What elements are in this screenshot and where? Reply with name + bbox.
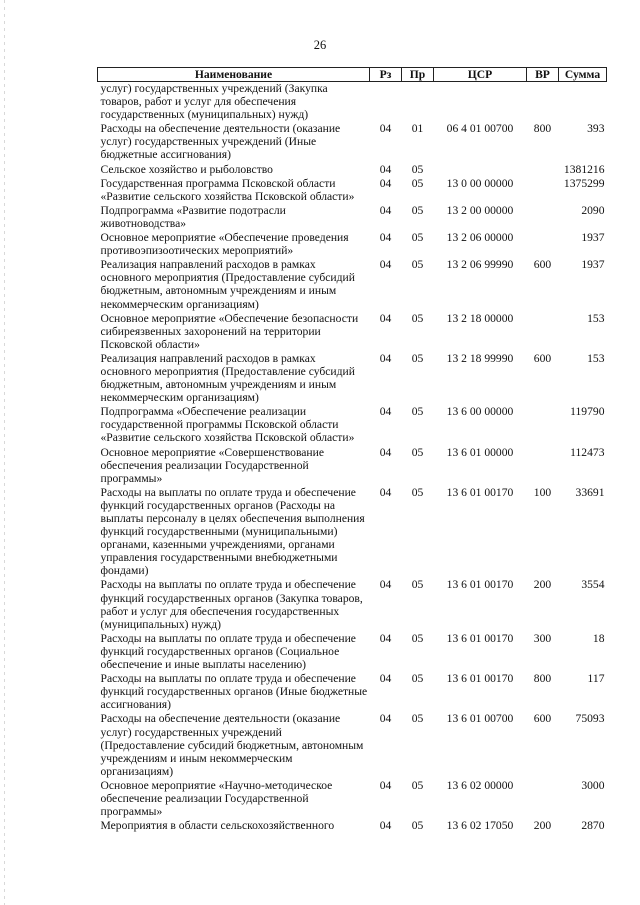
header-pr: Пр [402,68,434,82]
cell-csr: 06 4 01 00700 [446,122,514,136]
cell-pr: 05 [411,445,424,459]
cell-pr: 05 [411,258,424,272]
cell-csr [434,163,527,177]
cell-pr: 05 [411,778,424,792]
header-csr: ЦСР [434,68,527,82]
table-row [98,819,607,833]
table-row [98,352,607,405]
table-header-row [98,68,607,82]
cell-vr [527,405,559,445]
budget-table [97,67,607,833]
cell-rz: 04 [379,351,392,365]
cell-sum [559,82,607,123]
cell-name: Расходы на выплаты по оплате труда и обеспечение функций государственных органов (Иные бюджетные ассигнования) [100,672,368,712]
table-row [98,486,607,579]
cell-rz: 04 [379,258,392,272]
cell-rz: 04 [379,631,392,645]
cell-rz: 04 [379,162,392,176]
cell-vr [527,779,559,819]
cell-name: Реализация направлений расходов в рамках основного мероприятия (Предоставление субсидий бюджетным, автономным учреждениям и иным некоммерческим организациям) [100,351,355,405]
cell-name: услуг) государственных учреждений (Закупка товаров, работ и услуг для обеспечения государственных (муниципальных) нужд) [100,82,328,122]
header-name: Наименование [98,68,370,82]
cell-sum: 2090 [581,203,605,217]
table-row [98,312,607,352]
table-row [98,712,607,778]
cell-sum: 153 [587,311,605,325]
cell-pr: 05 [411,231,424,245]
cell-vr: 800 [533,122,552,136]
cell-csr: 13 0 00 00000 [446,176,514,190]
cell-vr: 100 [533,485,552,499]
table-row [98,258,607,311]
header-rz: Рз [370,68,402,82]
cell-rz: 04 [379,122,392,136]
cell-pr: 05 [411,712,424,726]
cell-name: Расходы на обеспечение деятельности (оказание услуг) государственных учреждений (Предоставление субсидий бюджетным, автономным учреждениям и иным некоммерческим организациям) [100,712,364,778]
cell-sum: 2870 [581,819,605,833]
cell-name: Основное мероприятие «Обеспечение безопасности сибиреязвенных захоронений на территории Псковской области» [100,311,359,351]
cell-pr [402,82,434,123]
table-row [98,231,607,258]
cell-sum: 3000 [581,778,605,792]
cell-rz: 04 [379,231,392,245]
cell-name: Расходы на выплаты по оплате труда и обеспечение функций государственных органов (Расходы на выплаты персоналу в целях обеспечения выполнения функций государственными (муниципальными) органами, казенными учреждениями, органами управления государственными внебюджетными фондами) [100,485,365,578]
cell-rz: 04 [379,311,392,325]
cell-vr: 600 [533,258,552,272]
cell-sum: 1375299 [563,176,605,190]
cell-pr: 05 [411,485,424,499]
table-row [98,578,607,631]
cell-sum: 119790 [570,405,605,419]
table-body [98,82,607,834]
cell-csr: 13 6 01 00700 [446,712,514,726]
cell-csr: 13 6 01 00170 [446,485,514,499]
cell-name: Основное мероприятие «Научно-методическое обеспечение реализации Государственной программы» [100,778,333,819]
cell-rz: 04 [379,819,392,833]
cell-csr: 13 6 02 17050 [446,819,514,833]
cell-csr: 13 2 06 99990 [446,258,514,272]
cell-csr: 13 6 01 00170 [446,578,514,592]
cell-sum: 33691 [575,485,605,499]
cell-csr: 13 6 01 00000 [446,445,514,459]
cell-pr: 05 [411,311,424,325]
cell-sum: 153 [587,351,605,365]
cell-rz: 04 [379,485,392,499]
cell-sum: 393 [587,122,605,136]
cell-vr: 300 [533,631,552,645]
page-number: 26 [313,38,327,52]
cell-vr [527,177,559,204]
cell-vr [527,82,559,123]
cell-vr: 200 [533,819,552,833]
header-sum: Сумма [559,68,607,82]
cell-name: Расходы на выплаты по оплате труда и обеспечение функций государственных органов (Социальное обеспечение и иные выплаты населению) [100,631,356,672]
cell-sum: 112473 [570,445,605,459]
table-row [98,122,607,162]
cell-name: Реализация направлений расходов в рамках основного мероприятия (Предоставление субсидий бюджетным, автономным учреждениям и иным некоммерческим организациям) [100,258,355,311]
cell-pr: 05 [411,672,424,686]
table-row [98,204,607,231]
cell-vr [527,163,559,177]
cell-vr: 200 [533,578,552,592]
cell-csr: 13 6 02 00000 [446,778,514,792]
cell-vr: 600 [533,351,552,365]
cell-rz: 04 [379,176,392,190]
cell-vr [527,231,559,258]
cell-name: Сельское хозяйство и рыболовство [100,162,273,176]
scan-edge-artifact [4,0,5,905]
cell-rz: 04 [379,778,392,792]
cell-sum: 75093 [575,712,605,726]
cell-sum: 3554 [581,578,605,592]
cell-vr: 800 [533,672,552,686]
cell-name: Основное мероприятие «Обеспечение проведения противоэпизоотических мероприятий» [100,231,349,258]
table-row [98,82,607,123]
cell-rz: 04 [379,445,392,459]
cell-name: Подпрограмма «Развитие подотрасли животноводства» [100,203,286,230]
cell-vr: 600 [533,712,552,726]
table-row [98,672,607,712]
cell-pr: 05 [411,578,424,592]
cell-csr: 13 6 01 00170 [446,672,514,686]
cell-csr [434,82,527,123]
cell-sum: 1937 [581,258,605,272]
cell-csr: 13 2 18 00000 [446,311,514,325]
cell-rz: 04 [379,203,392,217]
cell-vr [527,446,559,486]
cell-pr: 05 [411,203,424,217]
table-row [98,446,607,486]
cell-pr: 01 [411,122,424,136]
table-row [98,405,607,445]
cell-rz [370,82,402,123]
cell-pr: 05 [411,351,424,365]
cell-sum: 117 [587,672,605,686]
cell-sum: 1937 [581,231,605,245]
cell-csr: 13 2 18 99990 [446,351,514,365]
cell-vr [527,312,559,352]
cell-pr: 05 [411,162,424,176]
cell-rz: 04 [379,712,392,726]
cell-rz: 04 [379,405,392,419]
cell-csr: 13 6 01 00170 [446,631,514,645]
cell-csr: 13 2 06 00000 [446,231,514,245]
cell-rz: 04 [379,672,392,686]
cell-vr [527,204,559,231]
cell-pr: 05 [411,176,424,190]
table-row [98,163,607,177]
table-row [98,779,607,819]
header-vr: ВР [527,68,559,82]
cell-name: Мероприятия в области сельскохозяйственного [100,819,335,833]
cell-pr: 05 [411,631,424,645]
table-row [98,632,607,672]
table-row [98,177,607,204]
cell-name: Государственная программа Псковской области «Развитие сельского хозяйства Псковской области» [100,176,355,203]
cell-name: Расходы на выплаты по оплате труда и обеспечение функций государственных органов (Закупка товаров, работ и услуг для обеспечения государственных (муниципальных) нужд) [100,578,363,631]
cell-name: Подпрограмма «Обеспечение реализации государственной программы Псковской области «Развитие сельского хозяйства Псковской области» [100,405,355,445]
cell-name: Расходы на обеспечение деятельности (оказание услуг) государственных учреждений (Иные бюджетные ассигнования) [100,122,341,162]
cell-name: Основное мероприятие «Совершенствование обеспечения реализации Государственной программы» [100,445,324,485]
cell-sum: 18 [592,631,605,645]
cell-csr: 13 6 00 00000 [446,405,514,419]
cell-sum: 1381216 [563,162,605,176]
cell-rz: 04 [379,578,392,592]
cell-csr: 13 2 00 00000 [446,203,514,217]
cell-pr: 05 [411,405,424,419]
cell-pr: 05 [411,819,424,833]
